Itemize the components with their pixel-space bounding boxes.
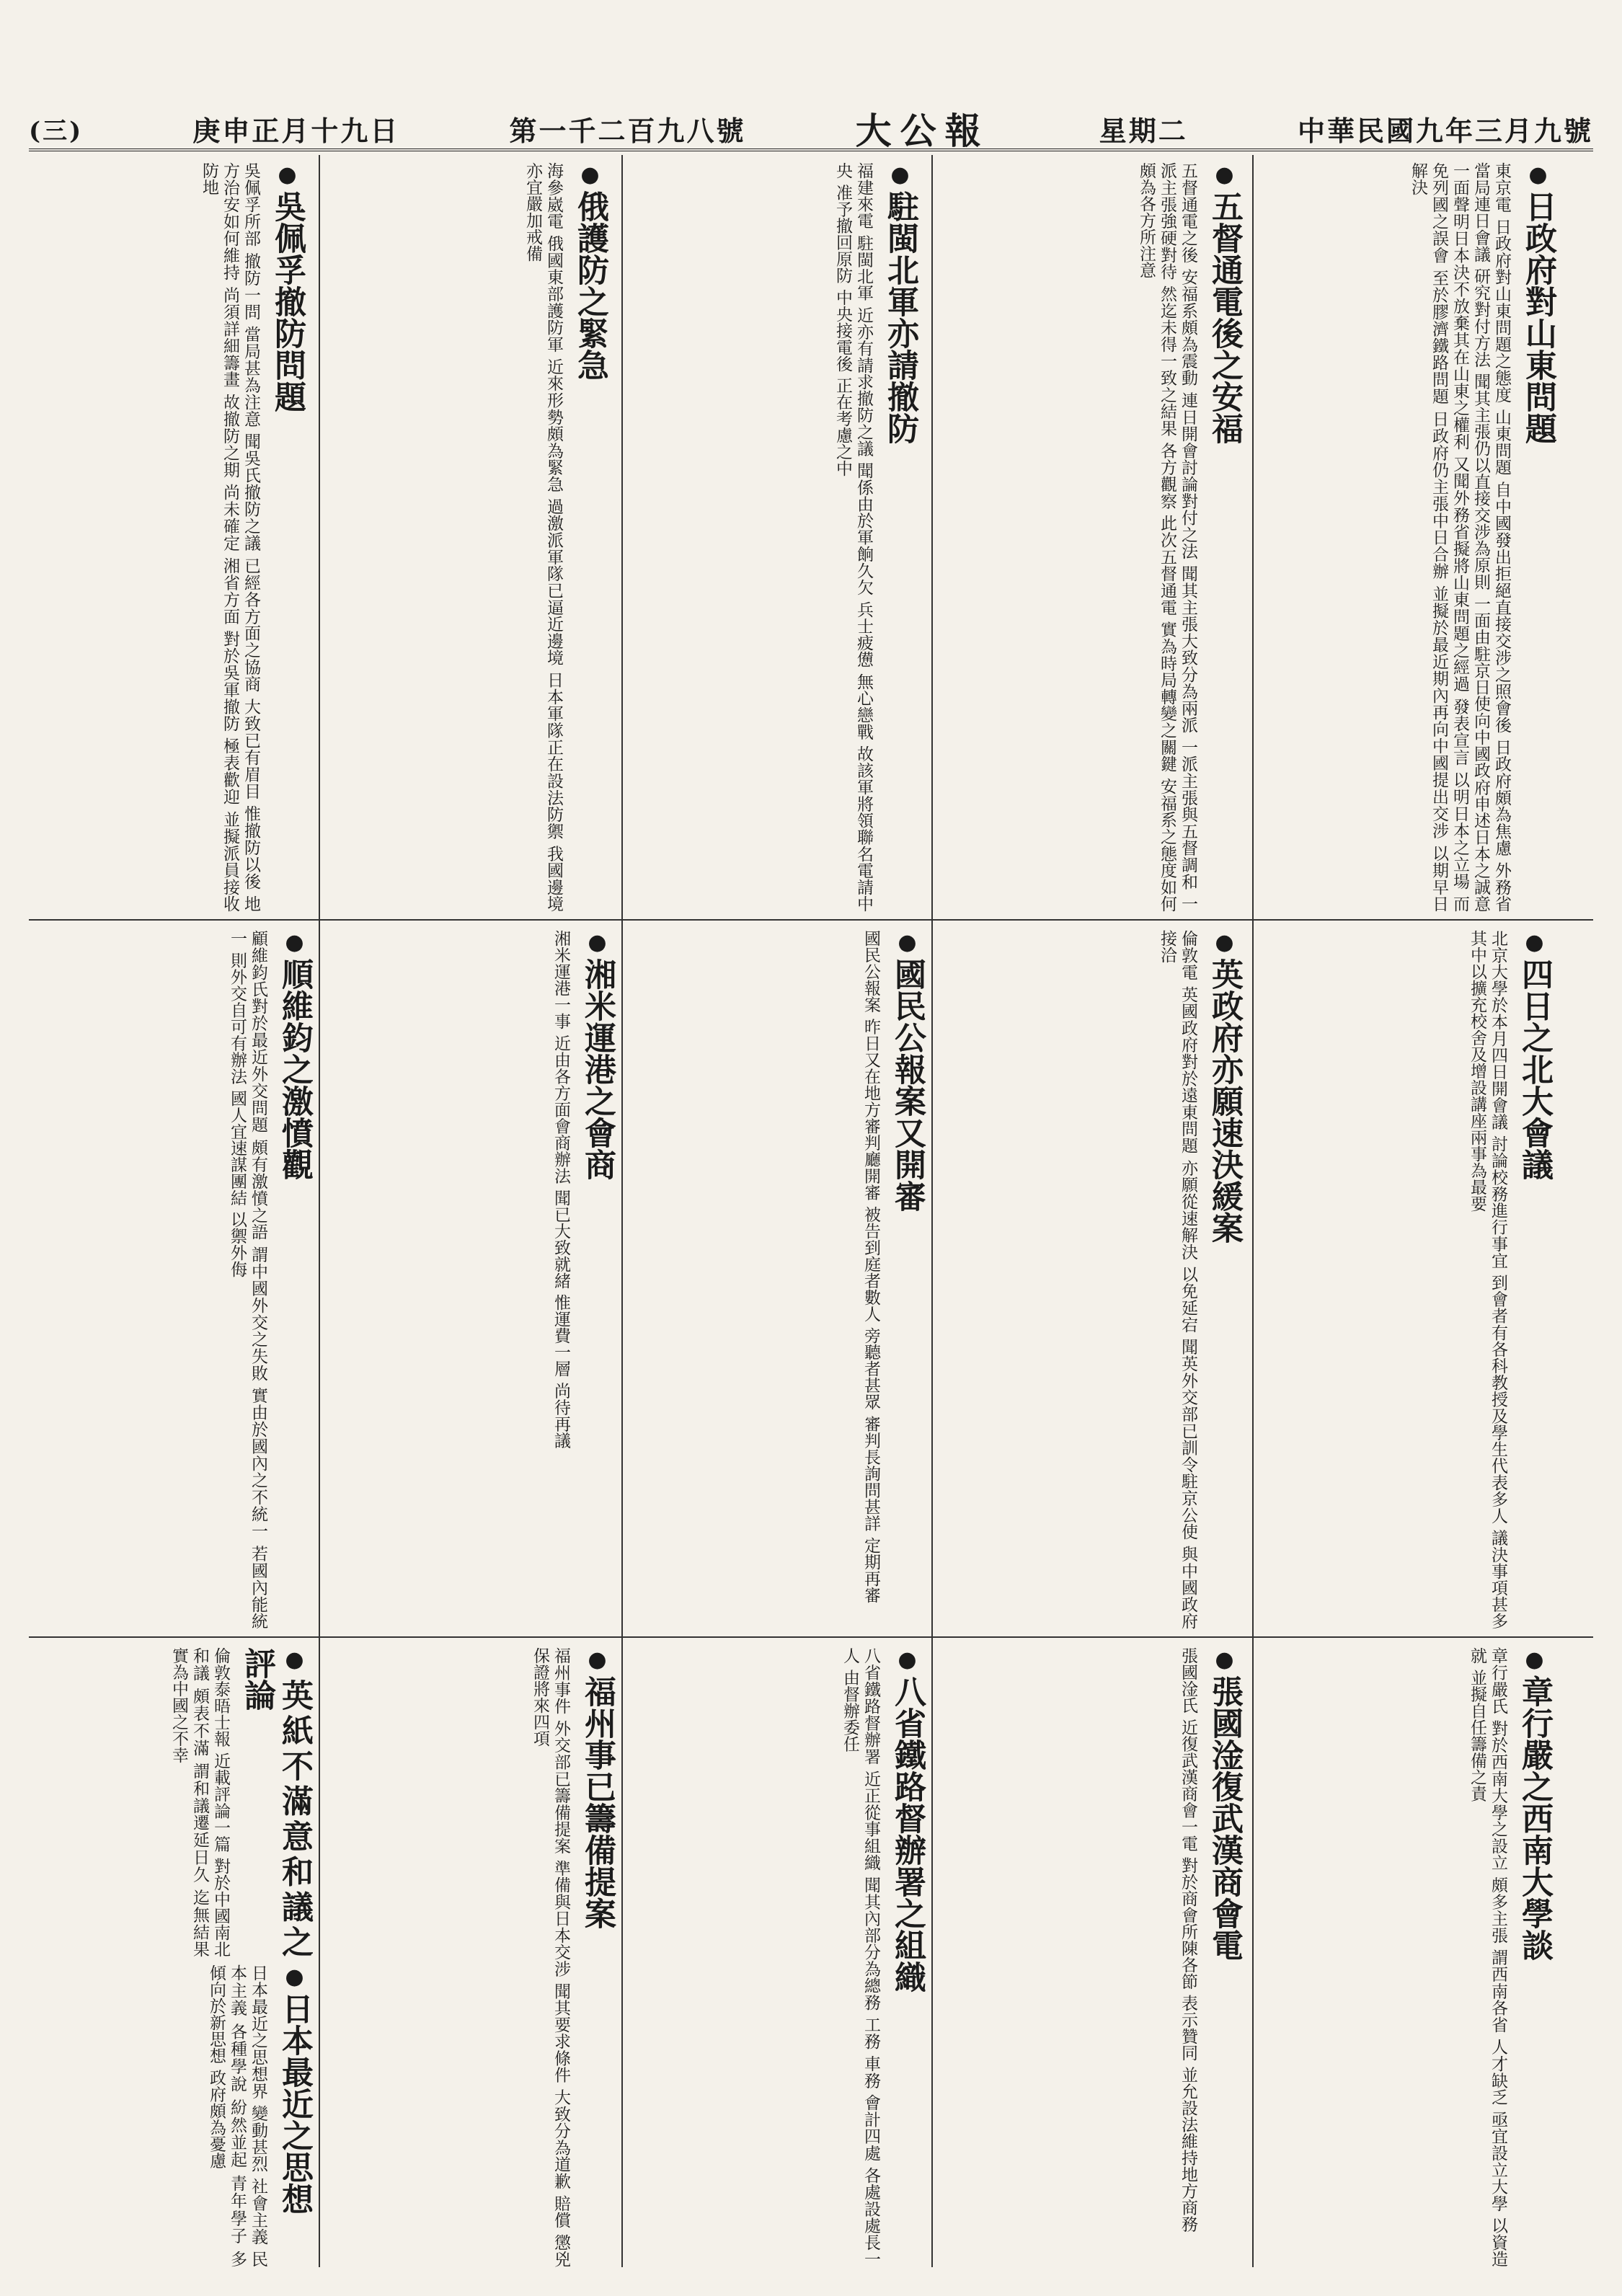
article-body: 福建來電 駐閩北軍 近亦有請求撤防之議 聞係由於軍餉久欠 兵士疲憊 無心戀戰 故該軍將領聯名電請中央 准予撤回原防 中央接電後 正在考慮之中 xyxy=(833,162,873,912)
page-number: (三) xyxy=(29,116,84,146)
paper-name: 大公報 xyxy=(855,110,990,152)
article-body: 北京大學於本月四日開會議 討論校務進行事宜 到會者有各科教授及學生代表多人 議決事項甚多 其中以擴充校舍及增設講座兩事為最要 xyxy=(1468,930,1507,1629)
article-body: 吳佩孚所部 撤防一問 當局甚為注意 聞吳氏撤防之議 已經各方面之協商 大致已有眉目 惟撤防以後 地方治安如何維持 尚須詳細籌畫 故撤防之期 尚未確定 湘省方面 對於吳軍撤防 極表歡迎 並擬派員接收防地 xyxy=(200,162,260,912)
column-divider xyxy=(931,155,933,2267)
lunar-date: 庚申正月十九日 xyxy=(192,114,400,147)
article-column xyxy=(32,162,310,912)
headline: ● 駐閩北軍亦請撤防 xyxy=(881,162,918,912)
article-column xyxy=(32,1647,317,1957)
column-divider xyxy=(319,155,320,2267)
article-column xyxy=(627,930,930,1629)
headline: ● 俄護防之緊急 xyxy=(571,162,608,912)
headline: ● 吳佩孚撤防問題 xyxy=(268,162,306,912)
article-column xyxy=(32,930,317,1629)
band-divider xyxy=(29,919,1593,921)
article-column xyxy=(620,162,923,912)
article-body: 倫敦電 英國政府對於遠東問題 亦願從速解決 以免延宕 聞英外交部已訓令駐京公使 與中國政府接洽 xyxy=(1158,930,1197,1629)
headline: ● 英紙不滿意和議之評論 xyxy=(238,1647,313,1957)
article-body: 湘米運港一事 近由各方面會商辦法 聞已大致就緒 惟運費一層 尚待再議 xyxy=(551,930,570,1449)
article-body: 國民公報案 昨日又在地方審判廳開審 被告到庭者數人 旁聽者甚眾 審判長詢問甚詳 定期再審 xyxy=(861,930,880,1603)
article-column xyxy=(1254,1647,1557,2267)
publication-date: 中華民國九年三月九號 xyxy=(1297,114,1593,147)
article-body: 福州事件 外交部已籌備提案 準備與日本交涉 聞其要求條件 大致分為道歉 賠償 懲兇 保證將來四項 xyxy=(531,1647,570,2267)
column-divider xyxy=(1252,155,1254,2267)
article-column xyxy=(324,1647,620,2267)
band-divider xyxy=(29,1636,1593,1638)
article-column xyxy=(1254,930,1557,1629)
article-column xyxy=(1258,162,1561,912)
weekday: 星期二 xyxy=(1099,114,1188,147)
headline: ● 湘米運港之會商 xyxy=(578,930,616,1629)
article-column xyxy=(324,930,620,1629)
headline: ● 國民公報案又開審 xyxy=(888,930,926,1629)
article-column xyxy=(930,162,1247,912)
headline: ● 四日之北大會議 xyxy=(1515,930,1553,1629)
article-body: 顧維鈞氏對於最近外交問題 頗有激憤之語 謂中國外交之失敗 實由於國內之不統一 若國內能統一 則外交自可有辦法 國人宜速謀團結 以禦外侮 xyxy=(228,930,267,1629)
article-column xyxy=(32,1964,317,2267)
headline: ● 福州事已籌備提案 xyxy=(578,1647,616,2267)
headline: ● 英政府亦願速決緩案 xyxy=(1205,930,1243,1629)
column-divider xyxy=(621,155,623,2267)
article-body: 倫敦泰晤士報 近載評論一篇 對於中國南北和議 頗表不滿 謂和議遷延日久 迄無結果 實為中國之不幸 xyxy=(169,1647,230,1957)
headline: ● 八省鐵路督辦署之組織 xyxy=(888,1647,926,2267)
headline: ● 日本最近之思想 xyxy=(275,1964,313,2267)
article-body: 八省鐵路督辦署 近正從事組織 聞其內部分為總務 工務 車務 會計四處 各處設處長一人 由督辦委任 xyxy=(841,1647,880,2267)
article-column xyxy=(937,1647,1247,2267)
headline: ● 順維鈞之激憤觀 xyxy=(275,930,313,1629)
article-body: 張國淦氏 近復武漢商會一電 對於商會所陳各節 表示贊同 並允設法維持地方商務 xyxy=(1179,1647,1197,2233)
masthead xyxy=(29,108,1593,151)
article-body: 章行嚴氏 對於西南大學之設立 頗多主張 謂西南各省 人才缺乏 亟宜設立大學 以資造就 並擬自任籌備之責 xyxy=(1468,1647,1507,2267)
article-column xyxy=(317,162,613,912)
issue-number: 第一千二百九八號 xyxy=(509,114,746,147)
article-column xyxy=(937,930,1247,1629)
headline: ● 日政府對山東問題 xyxy=(1519,162,1556,912)
headline: ● 章行嚴之西南大學談 xyxy=(1515,1647,1553,2267)
article-body: 日本最近之思想界 變動甚烈 社會主義 民本主義 各種學說 紛然並起 青年學子 多傾向於新思想 政府頗為憂慮 xyxy=(207,1964,267,2267)
article-column xyxy=(627,1647,930,2267)
article-body: 海參崴電 俄國東部護防軍 近來形勢頗為緊急 過激派軍隊已逼近邊境 日本軍隊正在設法防禦 我國邊境亦宜嚴加戒備 xyxy=(523,162,563,912)
article-body: 五督通電之後 安福系頗為震動 連日開會討論對付之法 聞其主張大致分為兩派 一派主張與五督調和 一派主張強硬對待 然迄未得一致之結果 各方觀察 此次五督通電 實為時局轉變之關鍵 安福系之態度如何 頗為各方所注意 xyxy=(1137,162,1197,912)
headline: ● 五督通電後之安福 xyxy=(1205,162,1243,912)
headline: ● 張國淦復武漢商會電 xyxy=(1205,1647,1243,2267)
article-body: 東京電 日政府對山東問題之態度 山東問題 自中國發出拒絕直接交涉之照會後 日政府頗為焦慮 外務省當局連日會議 研究對付方法 聞其主張仍以直接交涉為原則 一面由駐京日使向中國政府申述日本之誠意 一面聲明日本決不放棄其在山東之權利 又聞外務省擬將山東問題之經過 發表宣言 以明日本之立場 而免列國之誤會 至於膠濟鐵路問題 日政府仍主張中日合辦 並擬於最近期內再向中國提出交涉 以期早日解決 xyxy=(1409,162,1511,912)
